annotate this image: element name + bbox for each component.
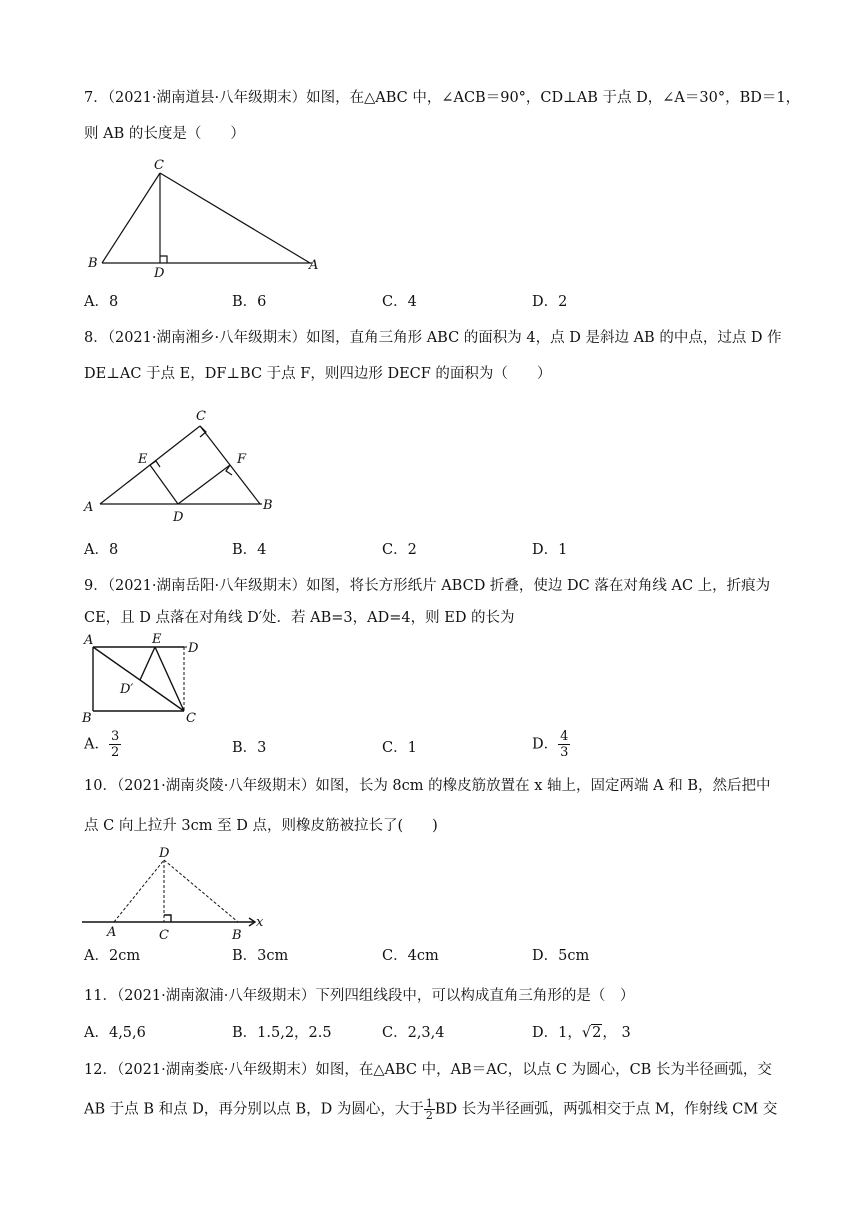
q9-option-a-numerator: 3	[110, 729, 120, 744]
q10-label-x: x	[256, 915, 264, 930]
q8-label-a: A	[84, 500, 94, 515]
q9-option-d-fraction	[558, 729, 570, 760]
q9-rectangle-figure	[80, 630, 210, 725]
q9-label-d-prime: D′	[120, 682, 134, 697]
q9-label-b: B	[82, 711, 92, 725]
q7-triangle-figure	[80, 155, 330, 280]
q9-option-a	[84, 729, 121, 760]
q7-option-d: D．2	[532, 294, 568, 310]
q10-line-2: 点 C 向上拉升 3cm 至 D 点，则橡皮筋被拉长了( )	[84, 818, 438, 834]
q8-option-b: B．4	[232, 542, 267, 558]
q8-option-c: C．2	[382, 542, 417, 558]
q9-label-e: E	[152, 632, 162, 647]
q8-triangle-figure	[80, 405, 290, 525]
q9-option-c: C．1	[382, 740, 417, 756]
q7-label-a: A	[309, 258, 319, 273]
q7-option-b: B．6	[232, 294, 267, 310]
q12-line-1: 12．（2021·湖南娄底·八年级期末）如图，在△ABC 中，AB＝AC，以点 C 为圆心，CB 长为半径画弧，交	[84, 1062, 772, 1078]
q11-option-d-lead: D．1，	[532, 1025, 582, 1041]
q8-option-a: A．8	[84, 542, 119, 558]
q8-line-2: DE⊥AC 于点 E，DF⊥BC 于点 F，则四边形 DECF 的面积为（ ）	[84, 366, 552, 382]
q10-option-a: A．2cm	[84, 948, 141, 964]
q9-label-d: D	[188, 641, 199, 656]
q9-option-d-denominator: 3	[560, 745, 569, 760]
q12-line-2-tail: BD 长为半径画弧，两弧相交于点 M，作射线 CM 交	[434, 1101, 778, 1118]
q7-option-c: C．4	[382, 294, 417, 310]
q8-label-b: B	[263, 498, 273, 513]
q8-option-d: D．1	[532, 542, 568, 558]
q7-label-b: B	[88, 256, 98, 271]
q9-option-d-numerator: 4	[560, 729, 569, 744]
q11-option-a: A．4,5,6	[84, 1025, 146, 1041]
q10-label-b: B	[232, 928, 242, 942]
q12-half-denominator: 2	[425, 1109, 433, 1122]
q8-line-1: 8．（2021·湖南湘乡·八年级期末）如图，直角三角形 ABC 的面积为 4，点 D 是斜边 AB 的中点，过点 D 作	[84, 330, 782, 346]
q10-label-a: A	[107, 925, 117, 940]
q11-option-d-radicand: 2	[592, 1025, 602, 1041]
q9-line-1: 9．（2021·湖南岳阳·八年级期末）如图，将长方形纸片 ABCD 折叠，使边 DC 落在对角线 AC 上，折痕为	[84, 578, 771, 594]
q7-line-1: 7．（2021·湖南道县·八年级期末）如图，在△ABC 中，∠ACB＝90°，CD⊥AB 于点 D，∠A＝30°，BD＝1，	[84, 90, 801, 106]
q12-line-2-lead: AB 于点 B 和点 D，再分别以点 B，D 为圆心，大于	[84, 1101, 424, 1118]
q7-option-a: A．8	[84, 294, 119, 310]
q8-label-c: C	[196, 409, 206, 424]
q7-label-d: D	[154, 266, 165, 280]
q8-label-d: D	[173, 510, 184, 525]
q10-option-b: B．3cm	[232, 948, 289, 964]
q11-line-1: 11．（2021·湖南溆浦·八年级期末）下列四组线段中，可以构成直角三角形的是（ ）	[84, 988, 635, 1004]
q11-option-d-sqrt: √2	[581, 1025, 602, 1041]
q11-option-d-tail: ， 3	[602, 1025, 631, 1041]
q7-label-c: C	[154, 158, 164, 173]
q7-line-2: 则 AB 的长度是（ ）	[84, 126, 245, 142]
q10-label-d: D	[159, 846, 170, 861]
q12-half-numerator: 1	[425, 1097, 433, 1110]
q9-line-2: CE，且 D 点落在对角线 D′处．若 AB=3，AD=4，则 ED 的长为	[84, 610, 515, 626]
q10-label-c: C	[159, 928, 169, 942]
q9-option-a-fraction	[109, 729, 121, 760]
q11-option-b: B．1.5,2，2.5	[232, 1025, 332, 1041]
q11-option-c: C．2,3,4	[382, 1025, 445, 1041]
q8-label-e: E	[138, 452, 148, 467]
q11-option-d	[532, 1023, 631, 1043]
q10-option-d: D．5cm	[532, 948, 590, 964]
q9-label-a: A	[84, 633, 94, 648]
q9-label-c: C	[186, 711, 196, 725]
q9-option-d-letter: D．	[532, 736, 559, 753]
q10-option-c: C．4cm	[382, 948, 439, 964]
q9-option-a-letter: A．	[84, 736, 109, 753]
q8-label-f: F	[237, 452, 247, 467]
q10-axis-figure	[78, 842, 278, 942]
q9-option-a-denominator: 2	[110, 745, 120, 760]
q12-line-2	[84, 1098, 777, 1121]
q9-option-b: B．3	[232, 740, 267, 756]
q12-half-fraction	[424, 1098, 435, 1121]
q10-line-1: 10．（2021·湖南炎陵·八年级期末）如图，长为 8cm 的橡皮筋放置在 x 轴上，固定两端 A 和 B，然后把中	[84, 778, 771, 794]
q9-option-d	[532, 729, 570, 760]
